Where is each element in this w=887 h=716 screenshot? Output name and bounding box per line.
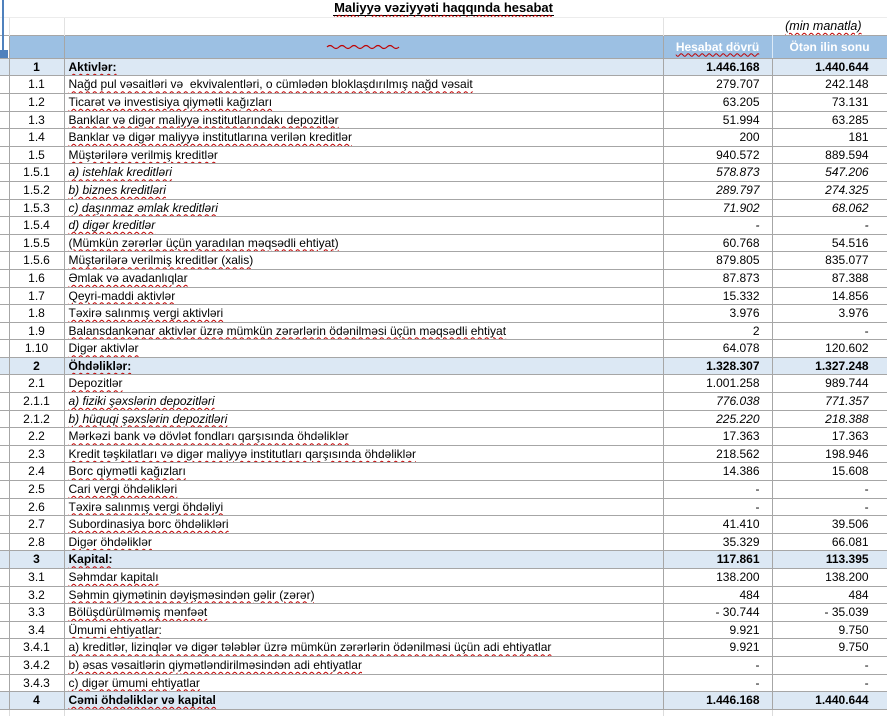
table-row — [0, 357, 887, 375]
previous-year-value-cell[interactable]: - 35.039 — [772, 604, 887, 622]
row-label-cell[interactable]: Müştərilərə verilmiş kreditlər (xalis) — [64, 252, 663, 270]
row-label-cell[interactable]: Öhdəliklər: — [64, 357, 663, 375]
previous-year-value-cell[interactable]: 15.608 — [772, 463, 887, 481]
column-header-row — [0, 35, 887, 58]
previous-year-value-cell[interactable]: 68.062 — [772, 199, 887, 217]
row-label-cell[interactable]: Ticarət və investisiya qiymətli kağızları — [64, 93, 663, 111]
previous-year-value-cell[interactable]: 989.744 — [772, 375, 887, 393]
row-label-cell[interactable]: Təxirə salınmış vergi öhdəliyi — [64, 498, 663, 516]
row-number-cell[interactable]: 1.5.1 — [9, 164, 64, 182]
current-period-value-cell[interactable]: 289.797 — [663, 181, 772, 199]
current-period-value-cell[interactable]: 63.205 — [663, 93, 772, 111]
previous-year-value-cell[interactable]: 39.506 — [772, 516, 887, 534]
previous-year-value-cell[interactable]: 9.750 — [772, 639, 887, 657]
previous-year-value-cell[interactable]: 120.602 — [772, 340, 887, 358]
row-label-cell[interactable]: Banklar və digər maliyyə institutlarındakı depozitlər — [64, 111, 663, 129]
previous-year-value-cell[interactable]: 181 — [772, 129, 887, 147]
table-row — [0, 58, 887, 76]
row-number-cell[interactable]: 2.6 — [9, 498, 64, 516]
current-period-value-cell[interactable]: 218.562 — [663, 445, 772, 463]
table-row — [0, 481, 887, 499]
previous-year-value-cell[interactable]: 54.516 — [772, 234, 887, 252]
previous-year-value-cell[interactable]: - — [772, 674, 887, 692]
column-header-label: Ötən ilin sonu — [789, 39, 870, 54]
empty-cell[interactable] — [0, 709, 9, 716]
row-number-cell[interactable]: 3.4.2 — [9, 656, 64, 674]
row-number-cell[interactable]: 1.5.6 — [9, 252, 64, 270]
row-label-cell[interactable]: Qeyri-maddi aktivlər — [64, 287, 663, 305]
trailing-empty-row — [0, 709, 887, 716]
table-row — [0, 674, 887, 692]
row-label-cell[interactable]: d) digər kreditlər — [64, 217, 663, 235]
table-row — [0, 604, 887, 622]
previous-year-value-cell[interactable]: 835.077 — [772, 252, 887, 270]
row-label-cell[interactable]: a) istehlak kreditləri — [64, 164, 663, 182]
previous-year-value-cell[interactable]: 274.325 — [772, 181, 887, 199]
previous-year-value-cell[interactable]: 889.594 — [772, 146, 887, 164]
current-period-value-cell[interactable]: 138.200 — [663, 569, 772, 587]
current-period-value-cell[interactable]: 1.446.168 — [663, 692, 772, 710]
current-period-value-cell[interactable]: 1.328.307 — [663, 357, 772, 375]
current-period-value-cell[interactable]: 35.329 — [663, 533, 772, 551]
table-row — [0, 199, 887, 217]
row-sliver-cell[interactable] — [0, 604, 9, 622]
table-row — [0, 410, 887, 428]
row-label-cell[interactable]: (Mümkün zərərlər üçün yaradılan məqsədli ehtiyat) — [64, 234, 663, 252]
current-period-value-cell[interactable]: 940.572 — [663, 146, 772, 164]
current-period-value-cell[interactable]: 776.038 — [663, 393, 772, 411]
current-period-value-cell[interactable]: 1.446.168 — [663, 58, 772, 76]
row-label-cell[interactable]: Digər öhdəliklər — [64, 533, 663, 551]
row-label-cell[interactable]: b) biznes kreditləri — [64, 181, 663, 199]
row-sliver-cell[interactable] — [0, 340, 9, 358]
row-label-cell[interactable]: Digər aktivlər — [64, 340, 663, 358]
row-number-cell[interactable]: 3.1 — [9, 569, 64, 587]
current-period-value-cell[interactable]: 117.861 — [663, 551, 772, 569]
row-sliver-cell[interactable] — [0, 481, 9, 499]
current-period-value-cell[interactable]: - 30.744 — [663, 604, 772, 622]
row-sliver-cell[interactable] — [0, 375, 9, 393]
row-label-cell[interactable]: Banklar və digər maliyyə institutlarına verilən kreditlər — [64, 129, 663, 147]
row-sliver-cell[interactable] — [0, 533, 9, 551]
row-sliver-cell[interactable] — [0, 692, 9, 710]
table-row — [0, 692, 887, 710]
table-row — [0, 234, 887, 252]
row-sliver-cell[interactable] — [0, 428, 9, 446]
table-row — [0, 217, 887, 235]
row-sliver-cell[interactable] — [0, 58, 9, 76]
row-label-cell[interactable]: b) hüquqi şəxslərin depozitləri — [64, 410, 663, 428]
column-header-previous-year[interactable] — [772, 35, 887, 58]
previous-year-value-cell[interactable]: - — [772, 498, 887, 516]
previous-year-value-cell[interactable]: 3.976 — [772, 305, 887, 323]
table-row — [0, 445, 887, 463]
row-label-cell[interactable]: b) əsas vəsaitlərin qiymətləndirilməsindən adi ehtiyatlar — [64, 656, 663, 674]
row-number-cell[interactable]: 1.6 — [9, 269, 64, 287]
row-sliver-cell[interactable] — [0, 445, 9, 463]
row-number-cell[interactable]: 2.3 — [9, 445, 64, 463]
current-period-value-cell[interactable]: 14.386 — [663, 463, 772, 481]
row-label-cell[interactable]: Cari vergi öhdəlikləri — [64, 481, 663, 499]
empty-cell[interactable] — [772, 709, 887, 716]
row-sliver-cell[interactable] — [0, 164, 9, 182]
row-sliver-cell[interactable] — [0, 586, 9, 604]
current-period-value-cell[interactable]: - — [663, 481, 772, 499]
row-label-cell[interactable]: Cəmi öhdəliklər və kapital — [64, 692, 663, 710]
previous-year-value-cell[interactable]: 9.750 — [772, 621, 887, 639]
title-row — [0, 0, 887, 17]
empty-cell[interactable] — [9, 709, 64, 716]
current-period-value-cell[interactable]: 15.332 — [663, 287, 772, 305]
column-header-current-period[interactable] — [663, 35, 772, 58]
row-number-cell[interactable]: 3 — [9, 551, 64, 569]
row-label-cell[interactable]: Kapital: — [64, 551, 663, 569]
table-row — [0, 287, 887, 305]
header-description-cell[interactable] — [64, 35, 663, 58]
cell-selection-border — [2, 0, 4, 51]
row-sliver-cell[interactable] — [0, 498, 9, 516]
current-period-value-cell[interactable]: 87.873 — [663, 269, 772, 287]
table-row — [0, 93, 887, 111]
current-period-value-cell[interactable]: 484 — [663, 586, 772, 604]
current-period-value-cell[interactable]: 17.363 — [663, 428, 772, 446]
row-number-cell[interactable]: 2.1.2 — [9, 410, 64, 428]
table-row — [0, 164, 887, 182]
row-number-cell[interactable]: 1 — [9, 58, 64, 76]
row-sliver-cell[interactable] — [0, 621, 9, 639]
table-row — [0, 656, 887, 674]
current-period-value-cell[interactable]: 9.921 — [663, 639, 772, 657]
row-number-cell[interactable]: 2.8 — [9, 533, 64, 551]
empty-cell[interactable] — [663, 709, 772, 716]
table-row — [0, 129, 887, 147]
row-number-cell[interactable]: 2 — [9, 357, 64, 375]
current-period-value-cell[interactable]: 41.410 — [663, 516, 772, 534]
row-label-cell[interactable]: Mərkəzi bank və dövlət fondları qarşısında öhdəliklər — [64, 428, 663, 446]
table-row — [0, 516, 887, 534]
previous-year-value-cell[interactable]: - — [772, 217, 887, 235]
row-number-cell[interactable]: 2.4 — [9, 463, 64, 481]
row-label-cell[interactable]: Kredit təşkilatları və digər maliyyə institutları qarşısında öhdəliklər — [64, 445, 663, 463]
row-sliver-cell[interactable] — [0, 322, 9, 340]
empty-cell[interactable] — [64, 709, 663, 716]
table-row — [0, 340, 887, 358]
row-label-cell[interactable]: Borc qiymətli kağızları — [64, 463, 663, 481]
previous-year-value-cell[interactable]: 66.081 — [772, 533, 887, 551]
row-label-cell[interactable]: Müştərilərə verilmiş kreditlər — [64, 146, 663, 164]
row-sliver-cell[interactable] — [0, 410, 9, 428]
row-number-cell[interactable]: 1.5.3 — [9, 199, 64, 217]
row-sliver-cell[interactable] — [0, 674, 9, 692]
previous-year-value-cell[interactable]: 73.131 — [772, 93, 887, 111]
row-number-cell[interactable]: 1.1 — [9, 76, 64, 94]
cell-selection-fill-handle[interactable] — [0, 50, 8, 58]
unit-note-cell[interactable] — [663, 17, 887, 35]
previous-year-value-cell[interactable]: 14.856 — [772, 287, 887, 305]
page-title: Maliyyə vəziyyəti haqqında hesabat — [334, 0, 553, 15]
previous-year-value-cell[interactable]: - — [772, 322, 887, 340]
table-row — [0, 146, 887, 164]
table-row — [0, 76, 887, 94]
previous-year-value-cell[interactable]: 17.363 — [772, 428, 887, 446]
row-label-cell[interactable]: a) kreditlər, lizinqlər və digər tələblər üzrə mümkün zərərlərin ödənilməsi üçün adi ehtiyatlar — [64, 639, 663, 657]
previous-year-value-cell[interactable]: 771.357 — [772, 393, 887, 411]
row-sliver-cell[interactable] — [0, 287, 9, 305]
row-number-cell[interactable]: 1.7 — [9, 287, 64, 305]
current-period-value-cell[interactable]: 64.078 — [663, 340, 772, 358]
table-row — [0, 551, 887, 569]
row-sliver-cell[interactable] — [0, 656, 9, 674]
row-number-cell[interactable]: 1.5.5 — [9, 234, 64, 252]
row-number-cell[interactable]: 4 — [9, 692, 64, 710]
table-row — [0, 428, 887, 446]
table-row — [0, 393, 887, 411]
row-number-cell[interactable]: 1.8 — [9, 305, 64, 323]
table-row — [0, 569, 887, 587]
table-row — [0, 322, 887, 340]
row-number-cell[interactable]: 2.5 — [9, 481, 64, 499]
current-period-value-cell[interactable]: 51.994 — [663, 111, 772, 129]
row-number-cell[interactable]: 3.4.3 — [9, 674, 64, 692]
row-label-cell[interactable]: Depozitlər — [64, 375, 663, 393]
row-number-cell[interactable]: 1.5.2 — [9, 181, 64, 199]
row-number-cell[interactable]: 3.4.1 — [9, 639, 64, 657]
table-row — [0, 586, 887, 604]
current-period-value-cell[interactable]: 578.873 — [663, 164, 772, 182]
row-label-cell[interactable]: Əmlak və avadanlıqlar — [64, 269, 663, 287]
row-sliver-cell[interactable] — [0, 93, 9, 111]
previous-year-value-cell[interactable]: 87.388 — [772, 269, 887, 287]
row-sliver-cell[interactable] — [0, 76, 9, 94]
row-number-cell[interactable]: 1.3 — [9, 111, 64, 129]
row-sliver-cell[interactable] — [0, 217, 9, 235]
row-sliver-cell[interactable] — [0, 393, 9, 411]
row-sliver-cell[interactable] — [0, 463, 9, 481]
table-row — [0, 252, 887, 270]
table-row — [0, 111, 887, 129]
row-sliver-cell[interactable] — [0, 305, 9, 323]
previous-year-value-cell[interactable]: 1.440.644 — [772, 692, 887, 710]
current-period-value-cell[interactable]: 279.707 — [663, 76, 772, 94]
row-number-cell[interactable]: 2.2 — [9, 428, 64, 446]
current-period-value-cell[interactable]: 3.976 — [663, 305, 772, 323]
table-row — [0, 181, 887, 199]
current-period-value-cell[interactable]: 60.768 — [663, 234, 772, 252]
current-period-value-cell[interactable]: 9.921 — [663, 621, 772, 639]
row-number-cell[interactable]: 1.5.4 — [9, 217, 64, 235]
row-sliver-cell[interactable] — [0, 639, 9, 657]
row-number-cell[interactable]: 1.9 — [9, 322, 64, 340]
row-number-cell[interactable]: 2.1 — [9, 375, 64, 393]
previous-year-value-cell[interactable]: 242.148 — [772, 76, 887, 94]
table-row — [0, 463, 887, 481]
table-row — [0, 375, 887, 393]
table-row — [0, 305, 887, 323]
empty-cell[interactable] — [9, 17, 64, 35]
row-sliver-cell[interactable] — [0, 269, 9, 287]
unit-note-row — [0, 17, 887, 35]
row-label-cell[interactable]: c) digər ümumi ehtiyatlar — [64, 674, 663, 692]
row-sliver-cell[interactable] — [0, 181, 9, 199]
row-label-cell[interactable]: Səhmin qiymətinin dəyişməsindən gəlir (zərər) — [64, 586, 663, 604]
spellcheck-squiggle-icon — [326, 44, 402, 50]
previous-year-value-cell[interactable]: 113.395 — [772, 551, 887, 569]
current-period-value-cell[interactable]: 225.220 — [663, 410, 772, 428]
row-label-cell[interactable]: Ümumi ehtiyatlar: — [64, 621, 663, 639]
row-sliver-cell[interactable] — [0, 234, 9, 252]
row-label-cell[interactable]: c) daşınmaz əmlak kreditləri — [64, 199, 663, 217]
previous-year-value-cell[interactable]: 1.440.644 — [772, 58, 887, 76]
row-sliver-cell[interactable] — [0, 516, 9, 534]
previous-year-value-cell[interactable]: 547.206 — [772, 164, 887, 182]
row-label-cell[interactable]: Təxirə salınmış vergi aktivləri — [64, 305, 663, 323]
previous-year-value-cell[interactable]: - — [772, 481, 887, 499]
previous-year-value-cell[interactable]: 484 — [772, 586, 887, 604]
header-number-cell[interactable] — [9, 35, 64, 58]
current-period-value-cell[interactable]: - — [663, 656, 772, 674]
current-period-value-cell[interactable]: 879.805 — [663, 252, 772, 270]
unit-note: (min manatla) — [785, 18, 862, 33]
row-label-cell[interactable]: a) fiziki şəxslərin depozitləri — [64, 393, 663, 411]
previous-year-value-cell[interactable]: 198.946 — [772, 445, 887, 463]
current-period-value-cell[interactable]: 2 — [663, 322, 772, 340]
title-cell[interactable] — [0, 0, 887, 17]
row-sliver-cell[interactable] — [0, 199, 9, 217]
table-row — [0, 269, 887, 287]
row-label-cell[interactable]: Səhmdar kapitalı — [64, 569, 663, 587]
row-number-cell[interactable]: 3.3 — [9, 604, 64, 622]
row-sliver-cell[interactable] — [0, 551, 9, 569]
row-sliver-cell[interactable] — [0, 357, 9, 375]
current-period-value-cell[interactable]: 71.902 — [663, 199, 772, 217]
row-number-cell[interactable]: 3.4 — [9, 621, 64, 639]
row-number-cell[interactable]: 1.2 — [9, 93, 64, 111]
current-period-value-cell[interactable]: 1.001.258 — [663, 375, 772, 393]
table-row — [0, 639, 887, 657]
row-label-cell[interactable]: Nağd pul vəsaitləri və ekvivalentləri, o cümlədən bloklaşdırılmış nağd vəsait — [64, 76, 663, 94]
previous-year-value-cell[interactable]: 138.200 — [772, 569, 887, 587]
report-table-body — [0, 58, 887, 709]
row-number-cell[interactable]: 2.7 — [9, 516, 64, 534]
table-row — [0, 498, 887, 516]
current-period-value-cell[interactable]: 200 — [663, 129, 772, 147]
empty-cell[interactable] — [64, 17, 663, 35]
row-sliver-cell[interactable] — [0, 252, 9, 270]
row-sliver-cell[interactable] — [0, 111, 9, 129]
row-label-cell[interactable]: Aktivlər: — [64, 58, 663, 76]
row-label-cell[interactable]: Bölüşdürülməmiş mənfəət — [64, 604, 663, 622]
current-period-value-cell[interactable]: - — [663, 217, 772, 235]
table-row — [0, 621, 887, 639]
current-period-value-cell[interactable]: - — [663, 674, 772, 692]
current-period-value-cell[interactable]: - — [663, 498, 772, 516]
row-sliver-cell[interactable] — [0, 569, 9, 587]
table-row — [0, 533, 887, 551]
row-sliver-cell[interactable] — [0, 129, 9, 147]
previous-year-value-cell[interactable]: 1.327.248 — [772, 357, 887, 375]
previous-year-value-cell[interactable]: 218.388 — [772, 410, 887, 428]
previous-year-value-cell[interactable]: 63.285 — [772, 111, 887, 129]
row-number-cell[interactable]: 1.4 — [9, 129, 64, 147]
row-label-cell[interactable]: Subordinasiya borc öhdəlikləri — [64, 516, 663, 534]
previous-year-value-cell[interactable]: - — [772, 656, 887, 674]
row-label-cell[interactable]: Balansdankənar aktivlər üzrə mümkün zərərlərin ödənilməsi üçün məqsədli ehtiyat — [64, 322, 663, 340]
column-header-label: Hesabat dövrü — [675, 39, 760, 54]
row-number-cell[interactable]: 1.10 — [9, 340, 64, 358]
row-number-cell[interactable]: 3.2 — [9, 586, 64, 604]
row-sliver-cell[interactable] — [0, 146, 9, 164]
row-number-cell[interactable]: 1.5 — [9, 146, 64, 164]
row-number-cell[interactable]: 2.1.1 — [9, 393, 64, 411]
